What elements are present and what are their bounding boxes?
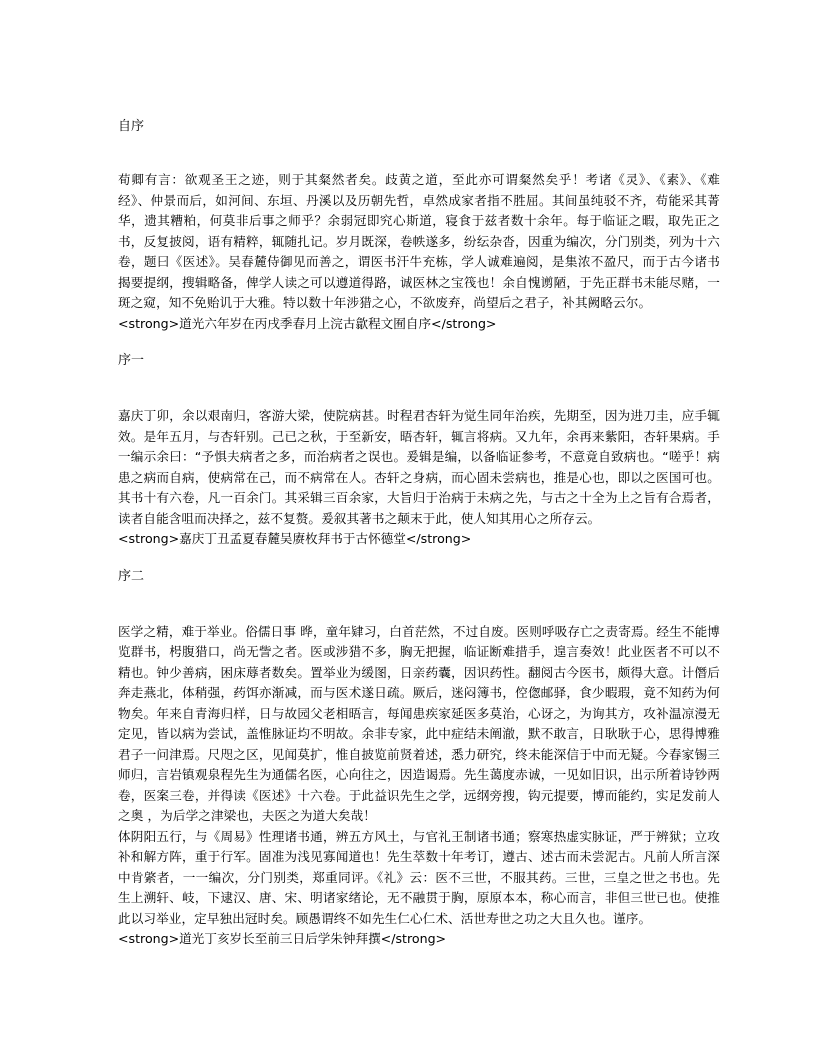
section-tagline: <strong>嘉庆丁丑孟夏春麓吴赓枚拜书于古怀德堂</strong>	[118, 531, 472, 546]
paragraph: 体阴阳五行，与《周易》性理诸书通，辨五方风土，与官礼王制诸书通；察寒热虚实脉证，严于辨狱；立攻补和解方阵，重于行军。固准为浅见寡闻道也！先生萃数十年考订，遵古、述古而未尝泥古。凡前人所言深中肯綮者，一一编次，分门别类，郑重同评。《礼》云：医不三世，不服其药。三世，三皇之世之书也。先生上溯轩、岐，下逮汉、唐、宋、明诸家绪论，无不融贯于胸，原原本本，称心而言，非但三世已也。使推此以习举业，定早独出冠时矣。顾愚谓终不如先生仁心仁术、活世寿世之功之大且久也。谨序。	[118, 828, 720, 926]
section-tagline: <strong>道光丁亥岁长至前三日后学朱钟拜撰</strong>	[118, 931, 447, 946]
section-heading: 序二	[118, 568, 145, 584]
section-zixu	[118, 118, 720, 334]
paragraph: 嘉庆丁卯，余以艰南归，客游大梁，使院病甚。时程君杏轩为觉生同年治疾，先期至，因为进刀圭，应手辄效。是年五月，与杏轩别。己已之秋，于至新安，晤杏轩，辄言将病。又九年，余再来紫阳，杏轩果病。手一编示余曰：“予惧夫病者之多，而治病者之误也。爰辑是编，以备临证参考，不意竟自致病也。“嗟乎！病患之病而自病，使病常在己，而不病常在人。杏轩之身病，而心固未尝病也，推是心也，即以之医国可也。其书十有六卷，凡一百余门。其采辑三百余家，大旨归于治病于未病之先，与古之十全为上之旨有合焉者，读者自能含咀而决择之，兹不复赘。爰叙其著书之颠末于此，使人知其用心之所存云。	[118, 408, 720, 526]
section-heading: 自序	[118, 119, 145, 134]
section-tagline: <strong>道光六年岁在丙戌季春月上浣古歙程文囿自序</strong>	[118, 315, 497, 331]
section-xuyi	[118, 352, 720, 550]
section-xuer	[118, 568, 720, 950]
paragraph: 医学之精，难于举业。俗儒日事 晔，童年肄习，白首茫然，不过自废。医则呼吸存亡之责寄焉。经生不能博览群书，枵腹猎口，尚无訾之者。医或涉猎不多，胸无把握，临证断难措手，遑言奏效！此业医者不可以不精也。钟少善病，困床蓐者数矣。置举业为缓图，日亲药囊，因识药性。翻阅古今医书，颇得大意。计僭后奔走燕北，体稍强，药饵亦渐减，而与医术遂日疏。厥后，迷闷簿书，倥偬邮驿，食少暇瑕，竟不知药为何物矣。年来自青海归样，日与故园父老相晤言，每闻患疾家延医多莫治，心讶之，为询其方，攻补温凉漫无定见，皆以病为尝试，盖惟脉证均不明故。余非专家，此中症结未阐澈，默不敢言，日耿耿于心，思得博雅君子一问津焉。尺咫之区，见闻莫扩，惟自披览前贤着述，悉力研究，终未能深信于中而无疑。今春家锡三师归，言岩镇观泉程先生为通儒名医，心向往之，因造谒焉。先生蔼度赤诚，一见如旧识，出示所着诗钞两卷，医案三卷，并得读《医述》十六卷。于此益识先生之学，远纲旁搜，钩元提要，博而能约，实足发前人之奥 ，为后学之津梁也，夫医之为道大矣哉！	[118, 623, 720, 823]
paragraph: 荀卿有言：欲观圣王之迹，则于其粲然者矣。歧黄之道，至此亦可谓粲然矣乎！考诸《灵》、《素》、《难经》、仲景而后，如河间、东垣、丹溪以及历朝先哲，卓然成家者指不胜屈。其间虽纯驳不齐，苟能采其菁华，遗其糟粕，何莫非后事之师乎？余弱冠即究心斯道，寝食于兹者数十余年。每于临证之暇，取先正之书，反复披阅，语有精粹，辄随扎记。岁月既深，卷帙遂多，纷纭杂沓，因重为编次，分门别类，列为十六卷，题曰《医述》。吴春麓侍御见而善之，谓医书汗牛充栋，学人诚难遍阅，是集浓不盈尺，而于古今诸书揭要提纲，搜辑略备，俾学人读之可以遵道得路，诚医林之宝筏也！余自愧谫陋，于先正群书未能尽赌，一斑之窥，知不免贻讥于大雅。特以数十年涉猎之心，不欲废弃，尚望后之君子，补其阙略云尔。	[118, 172, 720, 310]
section-heading: 序一	[118, 353, 145, 368]
